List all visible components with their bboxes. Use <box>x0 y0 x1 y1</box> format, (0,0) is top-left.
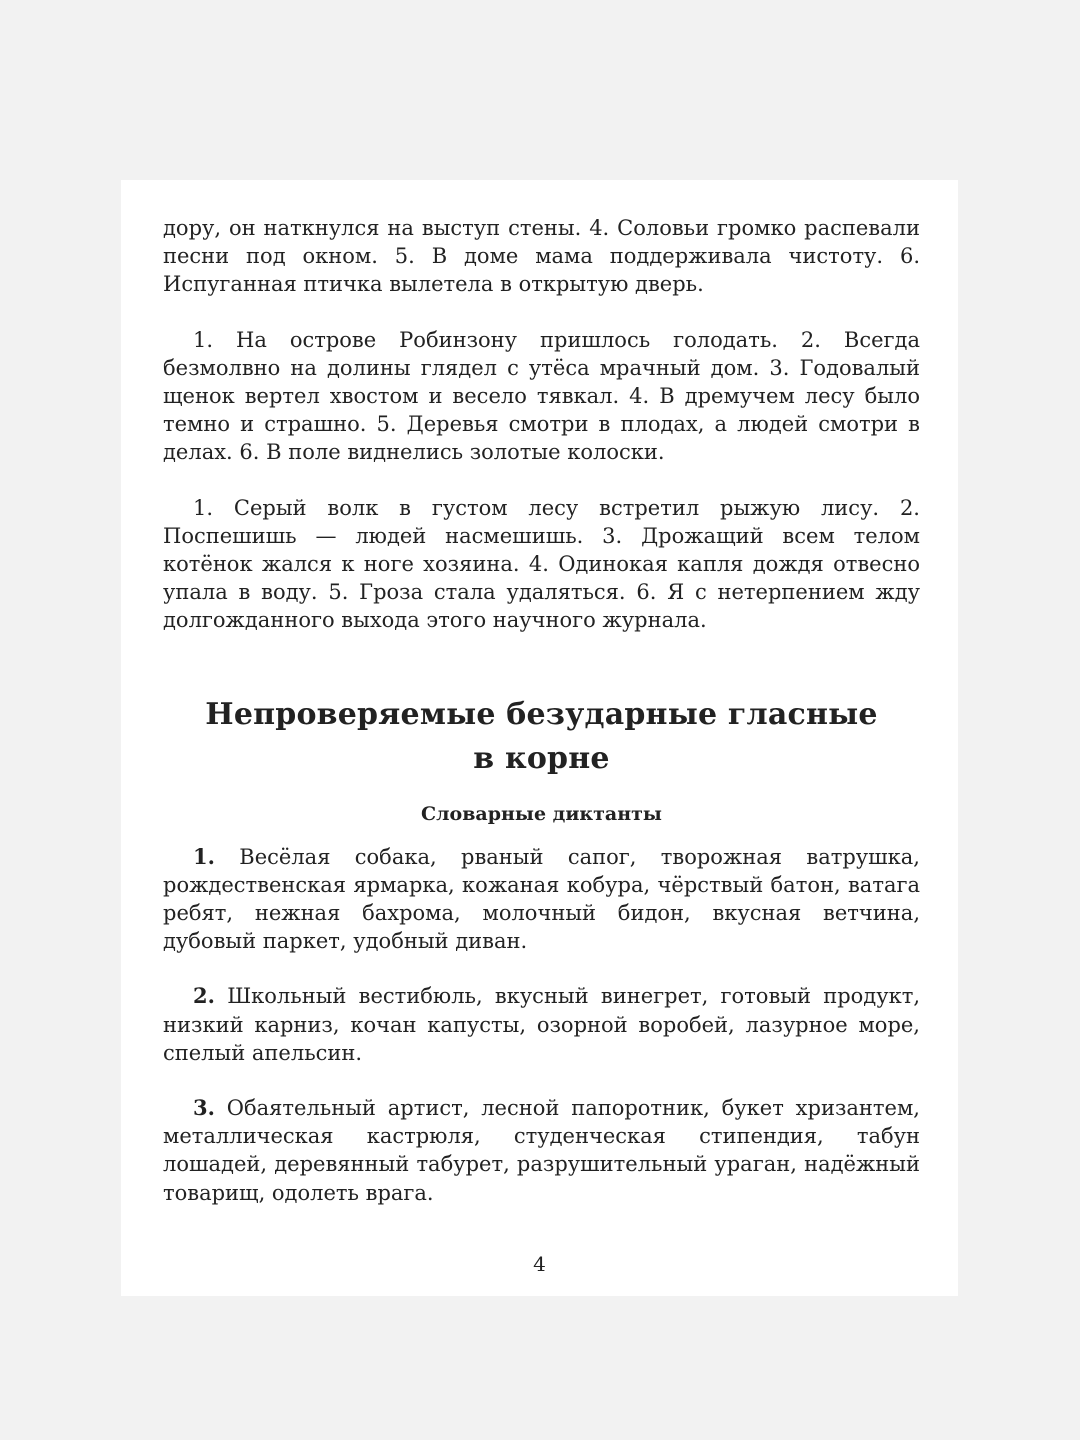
section-heading <box>163 693 920 781</box>
dictation-text: Обаятельный артист, лесной папоротник, букет хризантем, металлическая кастрюля, студенческая стипендия, табун лошадей, деревянный табурет, разрушительный ураган, надёжный товарищ, одолеть врага. <box>163 1096 920 1205</box>
dictation-number: 1. <box>193 843 215 869</box>
paragraph-2: 1. На острове Робинзону пришлось голодать. 2. Всегда безмолвно на долины глядел с утёса мрачный дом. 3. Годовалый щенок вертел хвостом и весело тявкал. 4. В дремучем лесу было темно и страшно. 5. Деревья смотри в плодах, а людей смотри в делах. 6. В поле виднелись золотые колоски. <box>163 327 920 465</box>
dictation-2 <box>163 982 920 1067</box>
heading-line-1: Непроверяемые безударные гласные <box>205 696 878 732</box>
page-content <box>163 214 920 1207</box>
paragraph-1: дору, он наткнулся на выступ стены. 4. Соловьи громко распевали песни под окном. 5. В доме мама поддерживала чистоту. 6. Испуганная птичка вылетела в открытую дверь. <box>163 216 920 297</box>
dictation-number: 3. <box>193 1095 215 1121</box>
dictation-text: Весёлая собака, рваный сапог, творожная ватрушка, рождественская ярмарка, кожаная кобура, чёрствый батон, ватага ребят, нежная бахрома, молочный бидон, вкусная ветчина, дубовый паркет, удобный диван. <box>163 844 920 954</box>
heading-line-2: в корне <box>473 740 610 776</box>
dictation-3 <box>163 1094 920 1207</box>
paragraph-3: 1. Серый волк в густом лесу встретил рыжую лису. 2. Поспешишь — людей насмешишь. 3. Дрожащий всем телом котёнок жался к ноге хозяина. 4. Одинокая капля дождя отвесно упала в воду. 5. Гроза стала удаляться. 6. Я с нетерпением жду долгожданного выхода этого научного журнала. <box>163 495 920 633</box>
subheading: Словарные диктанты <box>421 802 662 825</box>
dictation-text: Школьный вестибюль, вкусный винегрет, готовый продукт, низкий карниз, кочан капусты, озорной воробей, лазурное море, спелый апельсин. <box>163 984 920 1065</box>
book-page <box>121 180 958 1296</box>
dictation-number: 2. <box>193 983 215 1009</box>
dictation-1 <box>163 843 920 956</box>
page-number: 4 <box>533 1252 546 1276</box>
